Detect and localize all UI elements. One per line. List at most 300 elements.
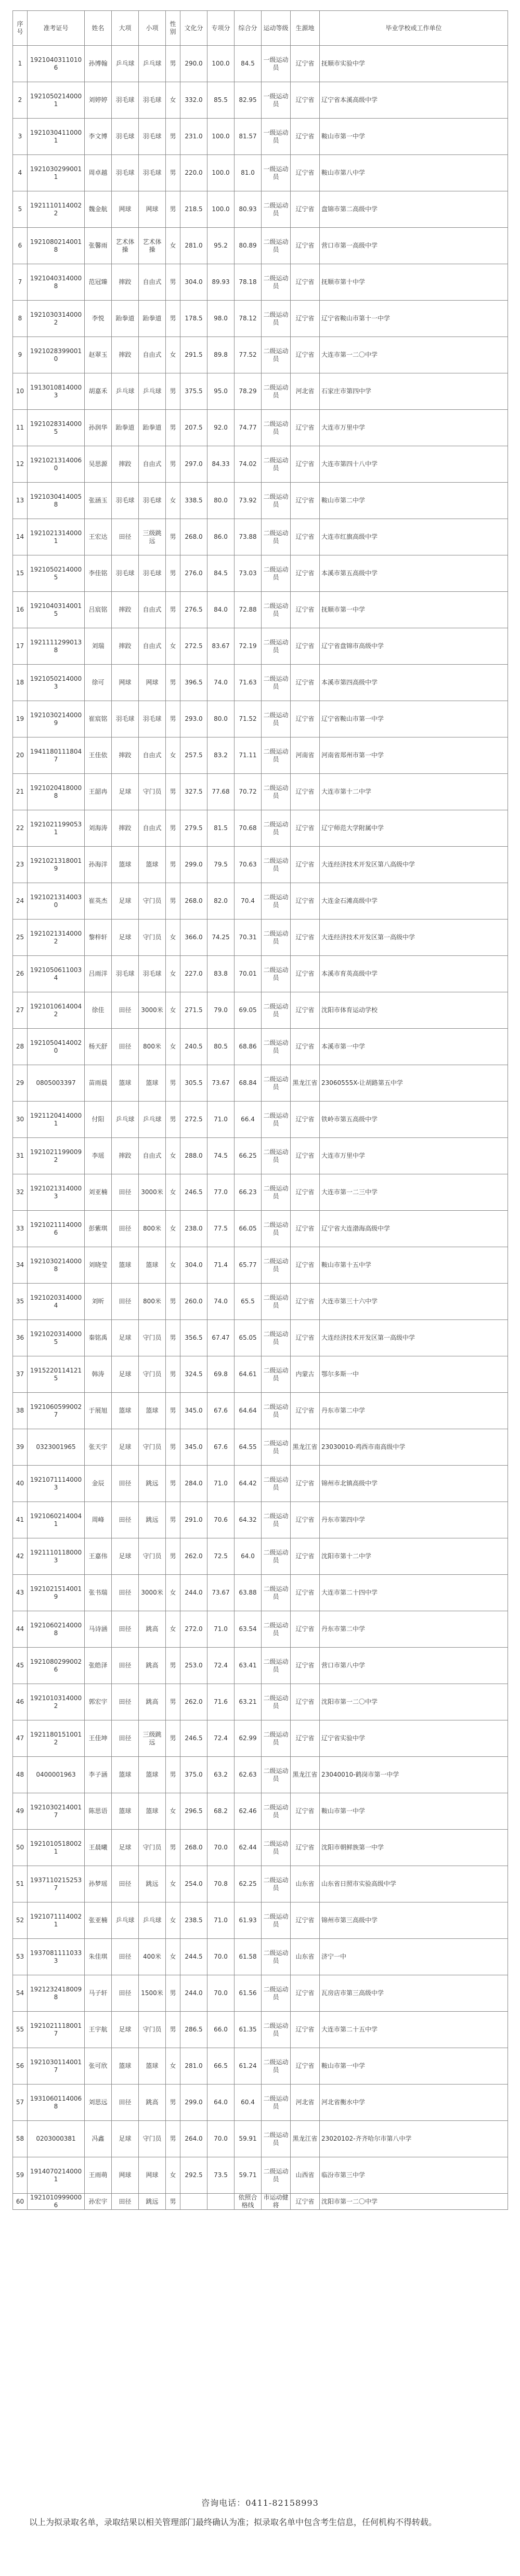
cell-name: 刘瑞 <box>85 628 112 665</box>
cell-athlete-level: 二级运动员 <box>262 264 291 301</box>
cell-athlete-level: 二级运动员 <box>262 1648 291 1684</box>
cell-athlete-level: 市运动健将 <box>262 2194 291 2210</box>
table-row <box>13 1320 508 1356</box>
cell-school: 鞍山市第一中学 <box>320 119 508 155</box>
cell-specialty-score: 71.0 <box>207 1902 235 1939</box>
cell-culture-score: 299.0 <box>180 847 207 883</box>
cell-index: 43 <box>13 1575 28 1611</box>
cell-major-event: 足球 <box>112 1320 139 1356</box>
cell-school: 鞍山市第一中学 <box>320 1793 508 1830</box>
cell-culture-score: 299.0 <box>180 2085 207 2121</box>
cell-athlete-level: 二级运动员 <box>262 1393 291 1429</box>
cell-origin: 辽宁省 <box>291 1247 320 1284</box>
cell-composite-score: 64.64 <box>235 1393 262 1429</box>
cell-origin: 辽宁省 <box>291 774 320 810</box>
footer <box>12 2496 508 2530</box>
cell-athlete-level: 二级运动员 <box>262 1684 291 1720</box>
cell-school: 23060555X-让胡路第五中学 <box>320 1065 508 1102</box>
cell-culture-score: 327.5 <box>180 774 207 810</box>
cell-composite-score: 80.89 <box>235 228 262 264</box>
cell-gender: 男 <box>166 519 180 555</box>
cell-athlete-level: 一级运动员 <box>262 155 291 191</box>
cell-specialty-score: 71.0 <box>207 1611 235 1648</box>
col-header-composite-score: 综合分 <box>235 11 262 46</box>
cell-index: 14 <box>13 519 28 555</box>
cell-minor-event: 乒乓球 <box>139 1102 166 1138</box>
cell-minor-event: 守门员 <box>139 1538 166 1575</box>
cell-origin: 黑龙江省 <box>291 1429 320 1466</box>
cell-culture-score: 240.5 <box>180 1029 207 1065</box>
cell-exam-number: 19210203140005 <box>28 1320 85 1356</box>
cell-school: 大连市第二十四中学 <box>320 1575 508 1611</box>
cell-specialty-score: 77.68 <box>207 774 235 810</box>
cell-culture-score: 271.5 <box>180 992 207 1029</box>
cell-major-event: 羽毛球 <box>112 555 139 592</box>
cell-minor-event: 艺术体操 <box>139 228 166 264</box>
cell-origin: 辽宁省 <box>291 519 320 555</box>
cell-origin: 辽宁省 <box>291 337 320 373</box>
cell-culture-score: 281.0 <box>180 2048 207 2085</box>
cell-exam-number: 19211801510012 <box>28 1720 85 1757</box>
cell-origin: 内蒙古 <box>291 1356 320 1393</box>
cell-gender: 男 <box>166 555 180 592</box>
cell-athlete-level: 二级运动员 <box>262 701 291 737</box>
cell-exam-number: 19210302140008 <box>28 1247 85 1284</box>
cell-name: 王佳坤 <box>85 1720 112 1757</box>
cell-specialty-score: 84.5 <box>207 555 235 592</box>
cell-origin: 山西省 <box>291 2157 320 2194</box>
cell-composite-score: 73.03 <box>235 555 262 592</box>
cell-athlete-level: 二级运动员 <box>262 555 291 592</box>
cell-school: 沈阳市第一二〇中学 <box>320 2194 508 2210</box>
cell-major-event: 摔跤 <box>112 592 139 628</box>
cell-minor-event: 篮球 <box>139 1247 166 1284</box>
cell-origin: 山东省 <box>291 1866 320 1902</box>
cell-school: 丹东市第二中学 <box>320 1393 508 1429</box>
cell-composite-score: 70.63 <box>235 847 262 883</box>
cell-gender: 男 <box>166 1975 180 2012</box>
cell-gender: 男 <box>166 191 180 228</box>
cell-athlete-level: 二级运动员 <box>262 337 291 373</box>
cell-origin: 辽宁省 <box>291 1393 320 1429</box>
cell-exam-number: 19210211990092 <box>28 1138 85 1174</box>
table-row <box>13 737 508 774</box>
cell-major-event: 田径 <box>112 1684 139 1720</box>
cell-minor-event: 跳高 <box>139 2085 166 2121</box>
cell-origin: 辽宁省 <box>291 1138 320 1174</box>
table-row <box>13 555 508 592</box>
table-row <box>13 665 508 701</box>
cell-major-event: 羽毛球 <box>112 119 139 155</box>
cell-minor-event: 羽毛球 <box>139 119 166 155</box>
cell-major-event: 跆拳道 <box>112 410 139 446</box>
cell-index: 23 <box>13 847 28 883</box>
cell-origin: 黑龙江省 <box>291 1757 320 1793</box>
cell-index: 19 <box>13 701 28 737</box>
table-row <box>13 1502 508 1538</box>
cell-specialty-score: 70.0 <box>207 1830 235 1866</box>
cell-origin: 辽宁省 <box>291 592 320 628</box>
table-header-row <box>13 11 508 46</box>
col-header-name: 姓名 <box>85 11 112 46</box>
cell-minor-event: 守门员 <box>139 1830 166 1866</box>
cell-exam-number: 19210403140008 <box>28 264 85 301</box>
cell-origin: 辽宁省 <box>291 2048 320 2085</box>
cell-composite-score: 70.72 <box>235 774 262 810</box>
cell-major-event: 网球 <box>112 191 139 228</box>
cell-name: 张馨雨 <box>85 228 112 264</box>
cell-major-event: 篮球 <box>112 1065 139 1102</box>
cell-culture-score: 324.5 <box>180 1356 207 1393</box>
cell-name: 周峰 <box>85 1502 112 1538</box>
table-row <box>13 410 508 446</box>
cell-composite-score: 61.24 <box>235 2048 262 2085</box>
cell-name: 马诗涵 <box>85 1611 112 1648</box>
cell-exam-number: 19210403110106 <box>28 46 85 82</box>
cell-exam-number: 19210283990010 <box>28 337 85 373</box>
cell-minor-event: 篮球 <box>139 2048 166 2085</box>
cell-gender: 女 <box>166 1939 180 1975</box>
cell-athlete-level: 二级运动员 <box>262 992 291 1029</box>
cell-minor-event: 乒乓球 <box>139 46 166 82</box>
cell-culture-score: 366.0 <box>180 920 207 956</box>
cell-culture-score: 227.0 <box>180 956 207 992</box>
cell-gender: 男 <box>166 1648 180 1684</box>
cell-composite-score: 72.88 <box>235 592 262 628</box>
cell-origin: 辽宁省 <box>291 119 320 155</box>
cell-athlete-level: 二级运动员 <box>262 1757 291 1793</box>
cell-school: 鞍山市第十五中学 <box>320 1247 508 1284</box>
table-row <box>13 228 508 264</box>
table-row <box>13 2012 508 2048</box>
cell-minor-event: 羽毛球 <box>139 82 166 119</box>
cell-culture-score: 293.0 <box>180 701 207 737</box>
cell-index: 12 <box>13 446 28 483</box>
table-row <box>13 301 508 337</box>
cell-school: 临汾市第三中学 <box>320 2157 508 2194</box>
cell-athlete-level: 二级运动员 <box>262 1575 291 1611</box>
cell-composite-score: 62.63 <box>235 1757 262 1793</box>
cell-name: 刘婷婷 <box>85 82 112 119</box>
cell-name: 金辰 <box>85 1466 112 1502</box>
cell-athlete-level: 二级运动员 <box>262 373 291 410</box>
cell-gender: 女 <box>166 1902 180 1939</box>
cell-minor-event: 3000米 <box>139 1575 166 1611</box>
cell-culture-score <box>180 2194 207 2210</box>
cell-culture-score: 332.0 <box>180 82 207 119</box>
cell-specialty-score: 63.2 <box>207 1757 235 1793</box>
cell-school: 大连经济技术开发区第八高级中学 <box>320 847 508 883</box>
cell-major-event: 羽毛球 <box>112 956 139 992</box>
cell-school: 辽宁省鞍山市第十一中学 <box>320 301 508 337</box>
cell-composite-score: 61.56 <box>235 1975 262 2012</box>
cell-composite-score: 78.12 <box>235 301 262 337</box>
cell-school: 大连市第四十八中学 <box>320 446 508 483</box>
cell-name: 王宇航 <box>85 2012 112 2048</box>
cell-major-event: 艺术体操 <box>112 228 139 264</box>
cell-exam-number: 19370811110333 <box>28 1939 85 1975</box>
cell-origin: 辽宁省 <box>291 555 320 592</box>
cell-culture-score: 268.0 <box>180 519 207 555</box>
cell-minor-event: 跳远 <box>139 1466 166 1502</box>
cell-gender: 女 <box>166 956 180 992</box>
cell-culture-score: 262.0 <box>180 1684 207 1720</box>
cell-gender: 男 <box>166 446 180 483</box>
cell-major-event: 篮球 <box>112 1393 139 1429</box>
cell-minor-event: 400米 <box>139 1939 166 1975</box>
cell-specialty-score <box>207 2194 235 2210</box>
cell-specialty-score: 73.67 <box>207 1575 235 1611</box>
table-row <box>13 483 508 519</box>
cell-origin: 辽宁省 <box>291 228 320 264</box>
cell-exam-number: 19210283140005 <box>28 410 85 446</box>
cell-gender: 男 <box>166 1393 180 1429</box>
cell-index: 54 <box>13 1975 28 2012</box>
cell-culture-score: 284.0 <box>180 1466 207 1502</box>
cell-index: 52 <box>13 1902 28 1939</box>
table-row <box>13 1939 508 1975</box>
cell-major-event: 足球 <box>112 1830 139 1866</box>
cell-school: 营口市第一高级中学 <box>320 228 508 264</box>
cell-school: 沈阳市第十二中学 <box>320 1538 508 1575</box>
cell-name: 黎梓轩 <box>85 920 112 956</box>
cell-gender: 男 <box>166 2012 180 2048</box>
cell-culture-score: 292.5 <box>180 2157 207 2194</box>
cell-exam-number: 19210105180021 <box>28 1830 85 1866</box>
cell-gender: 男 <box>166 1757 180 1793</box>
cell-specialty-score: 81.5 <box>207 810 235 847</box>
cell-minor-event: 800米 <box>139 1284 166 1320</box>
cell-athlete-level: 二级运动员 <box>262 1138 291 1174</box>
cell-name: 苗雨晨 <box>85 1065 112 1102</box>
cell-exam-number: 19211101180003 <box>28 1538 85 1575</box>
cell-athlete-level: 二级运动员 <box>262 592 291 628</box>
cell-composite-score: 82.95 <box>235 82 262 119</box>
cell-index: 45 <box>13 1648 28 1684</box>
cell-index: 51 <box>13 1866 28 1902</box>
cell-origin: 辽宁省 <box>291 956 320 992</box>
cell-index: 24 <box>13 883 28 920</box>
cell-athlete-level: 二级运动员 <box>262 1502 291 1538</box>
cell-school: 锦州市第三高级中学 <box>320 1902 508 1939</box>
table-row <box>13 1830 508 1866</box>
cell-gender: 男 <box>166 119 180 155</box>
cell-culture-score: 338.5 <box>180 483 207 519</box>
cell-origin: 辽宁省 <box>291 191 320 228</box>
cell-exam-number: 19210204180008 <box>28 774 85 810</box>
cell-index: 30 <box>13 1102 28 1138</box>
cell-name: 孙博翰 <box>85 46 112 82</box>
cell-major-event: 田径 <box>112 1029 139 1065</box>
cell-name: 魏金航 <box>85 191 112 228</box>
disclaimer-note: 以上为拟录取名单，录取结果以相关管理部门最终确认为准；拟录取名单中包含考生信息，任何机构不得转载。 <box>29 2517 437 2527</box>
cell-index: 60 <box>13 2194 28 2210</box>
cell-composite-score: 73.92 <box>235 483 262 519</box>
cell-index: 32 <box>13 1174 28 1211</box>
cell-specialty-score: 70.0 <box>207 1939 235 1975</box>
cell-culture-score: 288.0 <box>180 1138 207 1174</box>
cell-name: 秦铭禹 <box>85 1320 112 1356</box>
cell-origin: 辽宁省 <box>291 883 320 920</box>
cell-name: 张可欣 <box>85 2048 112 2085</box>
cell-athlete-level: 二级运动员 <box>262 665 291 701</box>
cell-major-event: 田径 <box>112 2085 139 2121</box>
cell-index: 26 <box>13 956 28 992</box>
cell-index: 18 <box>13 665 28 701</box>
cell-culture-score: 375.5 <box>180 373 207 410</box>
cell-culture-score: 272.0 <box>180 1611 207 1648</box>
cell-exam-number: 19210605990027 <box>28 1393 85 1429</box>
cell-school: 辽宁省大连渤海高级中学 <box>320 1211 508 1247</box>
cell-index: 59 <box>13 2157 28 2194</box>
table-row <box>13 1284 508 1320</box>
cell-composite-score: 63.41 <box>235 1648 262 1684</box>
cell-name: 王韶冉 <box>85 774 112 810</box>
cell-composite-score: 63.88 <box>235 1575 262 1611</box>
cell-composite-score: 70.68 <box>235 810 262 847</box>
col-header-index: 序号 <box>13 11 28 46</box>
cell-name: 赵翠玉 <box>85 337 112 373</box>
cell-exam-number: 19210213140003 <box>28 1174 85 1211</box>
cell-major-event: 摔跤 <box>112 628 139 665</box>
cell-origin: 辽宁省 <box>291 847 320 883</box>
cell-minor-event: 守门员 <box>139 2012 166 2048</box>
cell-specialty-score: 69.8 <box>207 1356 235 1393</box>
cell-exam-number: 19211112990138 <box>28 628 85 665</box>
cell-specialty-score: 71.0 <box>207 1466 235 1502</box>
table-row <box>13 883 508 920</box>
cell-index: 37 <box>13 1356 28 1393</box>
cell-origin: 辽宁省 <box>291 410 320 446</box>
cell-minor-event: 自由式 <box>139 628 166 665</box>
cell-minor-event: 羽毛球 <box>139 701 166 737</box>
cell-major-event: 篮球 <box>112 847 139 883</box>
cell-index: 58 <box>13 2121 28 2157</box>
cell-index: 35 <box>13 1284 28 1320</box>
cell-index: 53 <box>13 1939 28 1975</box>
cell-exam-number: 19210502140005 <box>28 555 85 592</box>
col-header-minor-event: 小项 <box>139 11 166 46</box>
cell-composite-score: 61.93 <box>235 1902 262 1939</box>
cell-school: 瓦房店市第三高级中学 <box>320 1975 508 2012</box>
cell-major-event: 篮球 <box>112 2048 139 2085</box>
cell-name: 张皓泽 <box>85 1648 112 1684</box>
cell-specialty-score: 80.5 <box>207 1029 235 1065</box>
cell-composite-score: 65.5 <box>235 1284 262 1320</box>
cell-specialty-score: 74.0 <box>207 1284 235 1320</box>
cell-name: 刘思远 <box>85 2085 112 2121</box>
cell-origin: 辽宁省 <box>291 1975 320 2012</box>
table-row <box>13 1138 508 1174</box>
table-row <box>13 992 508 1029</box>
cell-composite-score: 64.0 <box>235 1538 262 1575</box>
cell-index: 39 <box>13 1429 28 1466</box>
cell-name: 马子轩 <box>85 1975 112 2012</box>
cell-major-event: 羽毛球 <box>112 483 139 519</box>
table-row <box>13 519 508 555</box>
cell-major-event: 足球 <box>112 1356 139 1393</box>
col-header-athlete-level: 运动等级 <box>262 11 291 46</box>
cell-athlete-level: 二级运动员 <box>262 1429 291 1466</box>
cell-major-event: 羽毛球 <box>112 701 139 737</box>
cell-gender: 女 <box>166 228 180 264</box>
cell-index: 40 <box>13 1466 28 1502</box>
cell-specialty-score: 83.2 <box>207 737 235 774</box>
cell-index: 10 <box>13 373 28 410</box>
cell-index: 25 <box>13 920 28 956</box>
cell-composite-score: 84.5 <box>235 46 262 82</box>
cell-major-event: 摔跤 <box>112 737 139 774</box>
cell-major-event: 田径 <box>112 1174 139 1211</box>
cell-origin: 辽宁省 <box>291 1611 320 1648</box>
cell-minor-event: 羽毛球 <box>139 956 166 992</box>
cell-culture-score: 244.5 <box>180 1939 207 1975</box>
cell-school: 辽宁省本溪高级中学 <box>320 82 508 119</box>
cell-exam-number: 19210302140017 <box>28 1793 85 1830</box>
cell-specialty-score: 86.0 <box>207 519 235 555</box>
table-body <box>13 46 508 2210</box>
cell-gender: 女 <box>166 337 180 373</box>
cell-composite-score: 63.54 <box>235 1611 262 1648</box>
cell-exam-number: 19210106140042 <box>28 992 85 1029</box>
table-row <box>13 2048 508 2085</box>
cell-athlete-level: 二级运动员 <box>262 483 291 519</box>
cell-specialty-score: 70.0 <box>207 1975 235 2012</box>
cell-exam-number: 19310601140068 <box>28 2085 85 2121</box>
cell-exam-number: 19210304110001 <box>28 119 85 155</box>
cell-athlete-level: 二级运动员 <box>262 1975 291 2012</box>
cell-origin: 辽宁省 <box>291 1211 320 1247</box>
cell-index: 42 <box>13 1538 28 1575</box>
cell-athlete-level: 二级运动员 <box>262 228 291 264</box>
cell-minor-event: 自由式 <box>139 446 166 483</box>
cell-specialty-score: 66.0 <box>207 2012 235 2048</box>
cell-athlete-level: 二级运动员 <box>262 191 291 228</box>
cell-athlete-level: 二级运动员 <box>262 1793 291 1830</box>
cell-gender: 女 <box>166 1211 180 1247</box>
cell-major-event: 足球 <box>112 1429 139 1466</box>
cell-exam-number: 0323001965 <box>28 1429 85 1466</box>
cell-culture-score: 268.0 <box>180 1830 207 1866</box>
cell-name: 吕雨洋 <box>85 956 112 992</box>
cell-exam-number: 19210602140041 <box>28 1502 85 1538</box>
cell-origin: 辽宁省 <box>291 1029 320 1065</box>
cell-composite-score: 66.4 <box>235 1102 262 1138</box>
cell-gender: 男 <box>166 774 180 810</box>
cell-major-event: 田径 <box>112 2194 139 2210</box>
cell-composite-score: 64.61 <box>235 1356 262 1393</box>
cell-major-event: 田径 <box>112 1284 139 1320</box>
cell-composite-score: 71.11 <box>235 737 262 774</box>
cell-composite-score: 71.52 <box>235 701 262 737</box>
cell-major-event: 足球 <box>112 2121 139 2157</box>
cell-exam-number: 19211204140001 <box>28 1102 85 1138</box>
cell-school: 锦州市北镇高级中学 <box>320 1466 508 1502</box>
cell-major-event: 田径 <box>112 1939 139 1975</box>
cell-athlete-level: 二级运动员 <box>262 2157 291 2194</box>
cell-school: 本溪市第五高级中学 <box>320 555 508 592</box>
cell-major-event: 田径 <box>112 992 139 1029</box>
table-row <box>13 774 508 810</box>
cell-athlete-level: 二级运动员 <box>262 1866 291 1902</box>
cell-athlete-level: 二级运动员 <box>262 519 291 555</box>
cell-composite-score: 66.23 <box>235 1174 262 1211</box>
cell-index: 5 <box>13 191 28 228</box>
cell-exam-number: 19210802990026 <box>28 1648 85 1684</box>
cell-culture-score: 345.0 <box>180 1393 207 1429</box>
cell-athlete-level: 二级运动员 <box>262 883 291 920</box>
cell-school: 本溪市第一中学 <box>320 1029 508 1065</box>
